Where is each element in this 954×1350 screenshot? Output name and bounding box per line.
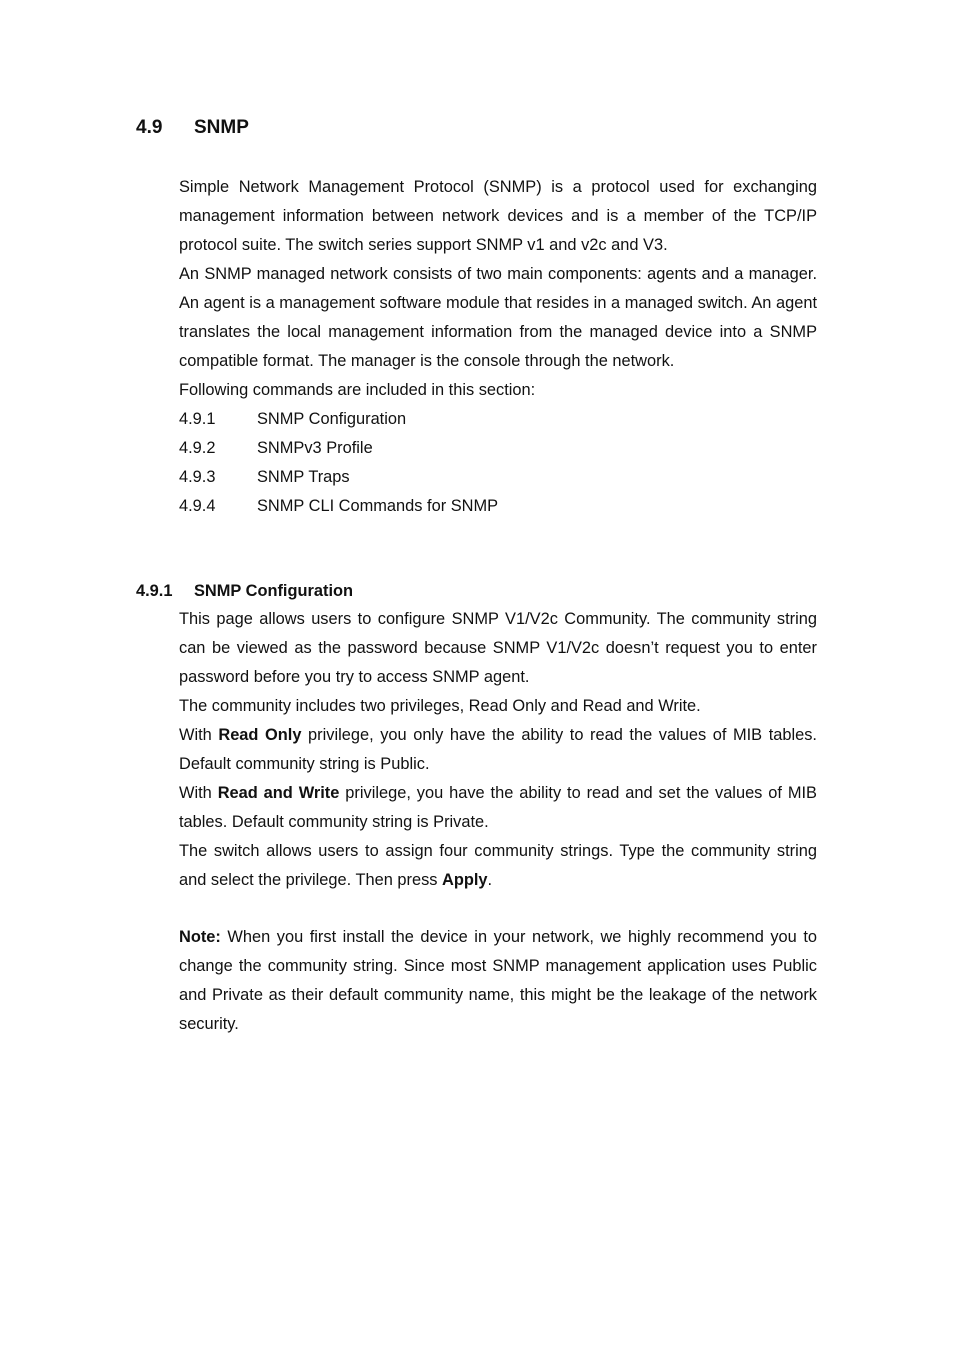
contents-item-label: SNMP Traps — [257, 468, 350, 486]
contents-item-number: 4.9.2 — [179, 439, 216, 457]
section-heading — [136, 117, 249, 139]
section-contents-list — [179, 405, 817, 521]
intro-paragraph-1: Simple Network Management Protocol (SNMP) is a protocol used for exchanging management information between network devices and is a member of the TCP/IP protocol suite. The switch series support SNMP v1 and v2c and V3. — [179, 178, 817, 254]
text-run: privilege, you have the ability to read and set the values of MIB tables. Default community string is Private. — [179, 784, 817, 831]
intro-block — [179, 173, 817, 521]
config-paragraph-4 — [179, 779, 817, 837]
bold-term-apply: Apply — [442, 871, 488, 889]
contents-item — [179, 463, 817, 492]
text-run: . — [487, 871, 493, 889]
config-paragraph-1: This page allows users to configure SNMP V1/V2c Community. The community string can be viewed as the password because SNMP V1/V2c doesn’t request you to enter password before you try to access SNMP agent. — [179, 610, 817, 686]
contents-item — [179, 405, 817, 434]
contents-item-label: SNMP CLI Commands for SNMP — [257, 497, 499, 515]
note-block — [179, 923, 817, 1039]
config-paragraph-2: The community includes two privileges, Read Only and Read and Write. — [179, 697, 701, 715]
text-run: privilege, you only have the ability to read the values of MIB tables. Default community string is Public. — [179, 726, 817, 773]
intro-paragraph-2: An SNMP managed network consists of two main components: agents and a manager. An agent is a management software module that resides in a managed switch. An agent translates the local management information from the managed device into a SNMP compatible format. The manager is the console through the network. — [179, 265, 817, 370]
contents-item — [179, 492, 817, 521]
contents-item — [179, 434, 817, 463]
text-run: With — [179, 784, 218, 802]
subsection-number: 4.9.1 — [136, 582, 173, 600]
config-paragraph-5 — [179, 837, 817, 895]
contents-item-number: 4.9.1 — [179, 410, 216, 428]
contents-item-label: SNMP Configuration — [257, 410, 407, 428]
config-paragraph-3 — [179, 721, 817, 779]
bold-term-read-only: Read Only — [218, 726, 302, 744]
note-paragraph — [179, 923, 817, 1039]
section-number: 4.9 — [136, 117, 163, 138]
subsection-title: SNMP Configuration — [194, 582, 354, 600]
section-title: SNMP — [194, 117, 249, 138]
bold-term-read-and-write: Read and Write — [217, 784, 340, 802]
contents-item-label: SNMPv3 Profile — [257, 439, 373, 457]
contents-item-number: 4.9.3 — [179, 468, 216, 486]
config-block — [179, 605, 817, 895]
contents-item-number: 4.9.4 — [179, 497, 216, 515]
note-text: When you first install the device in your network, we highly recommend you to change the community string. Since most SNMP management application uses Public and Private as their default community name, this might be the leakage of the network security. — [179, 928, 817, 1033]
intro-paragraph-3: Following commands are included in this section: — [179, 381, 536, 399]
text-run: The switch allows users to assign four community strings. Type the community string and select the privilege. Then press — [179, 842, 817, 889]
note-label: Note: — [179, 928, 221, 946]
subsection-heading — [136, 577, 353, 606]
text-run: With — [179, 726, 219, 744]
